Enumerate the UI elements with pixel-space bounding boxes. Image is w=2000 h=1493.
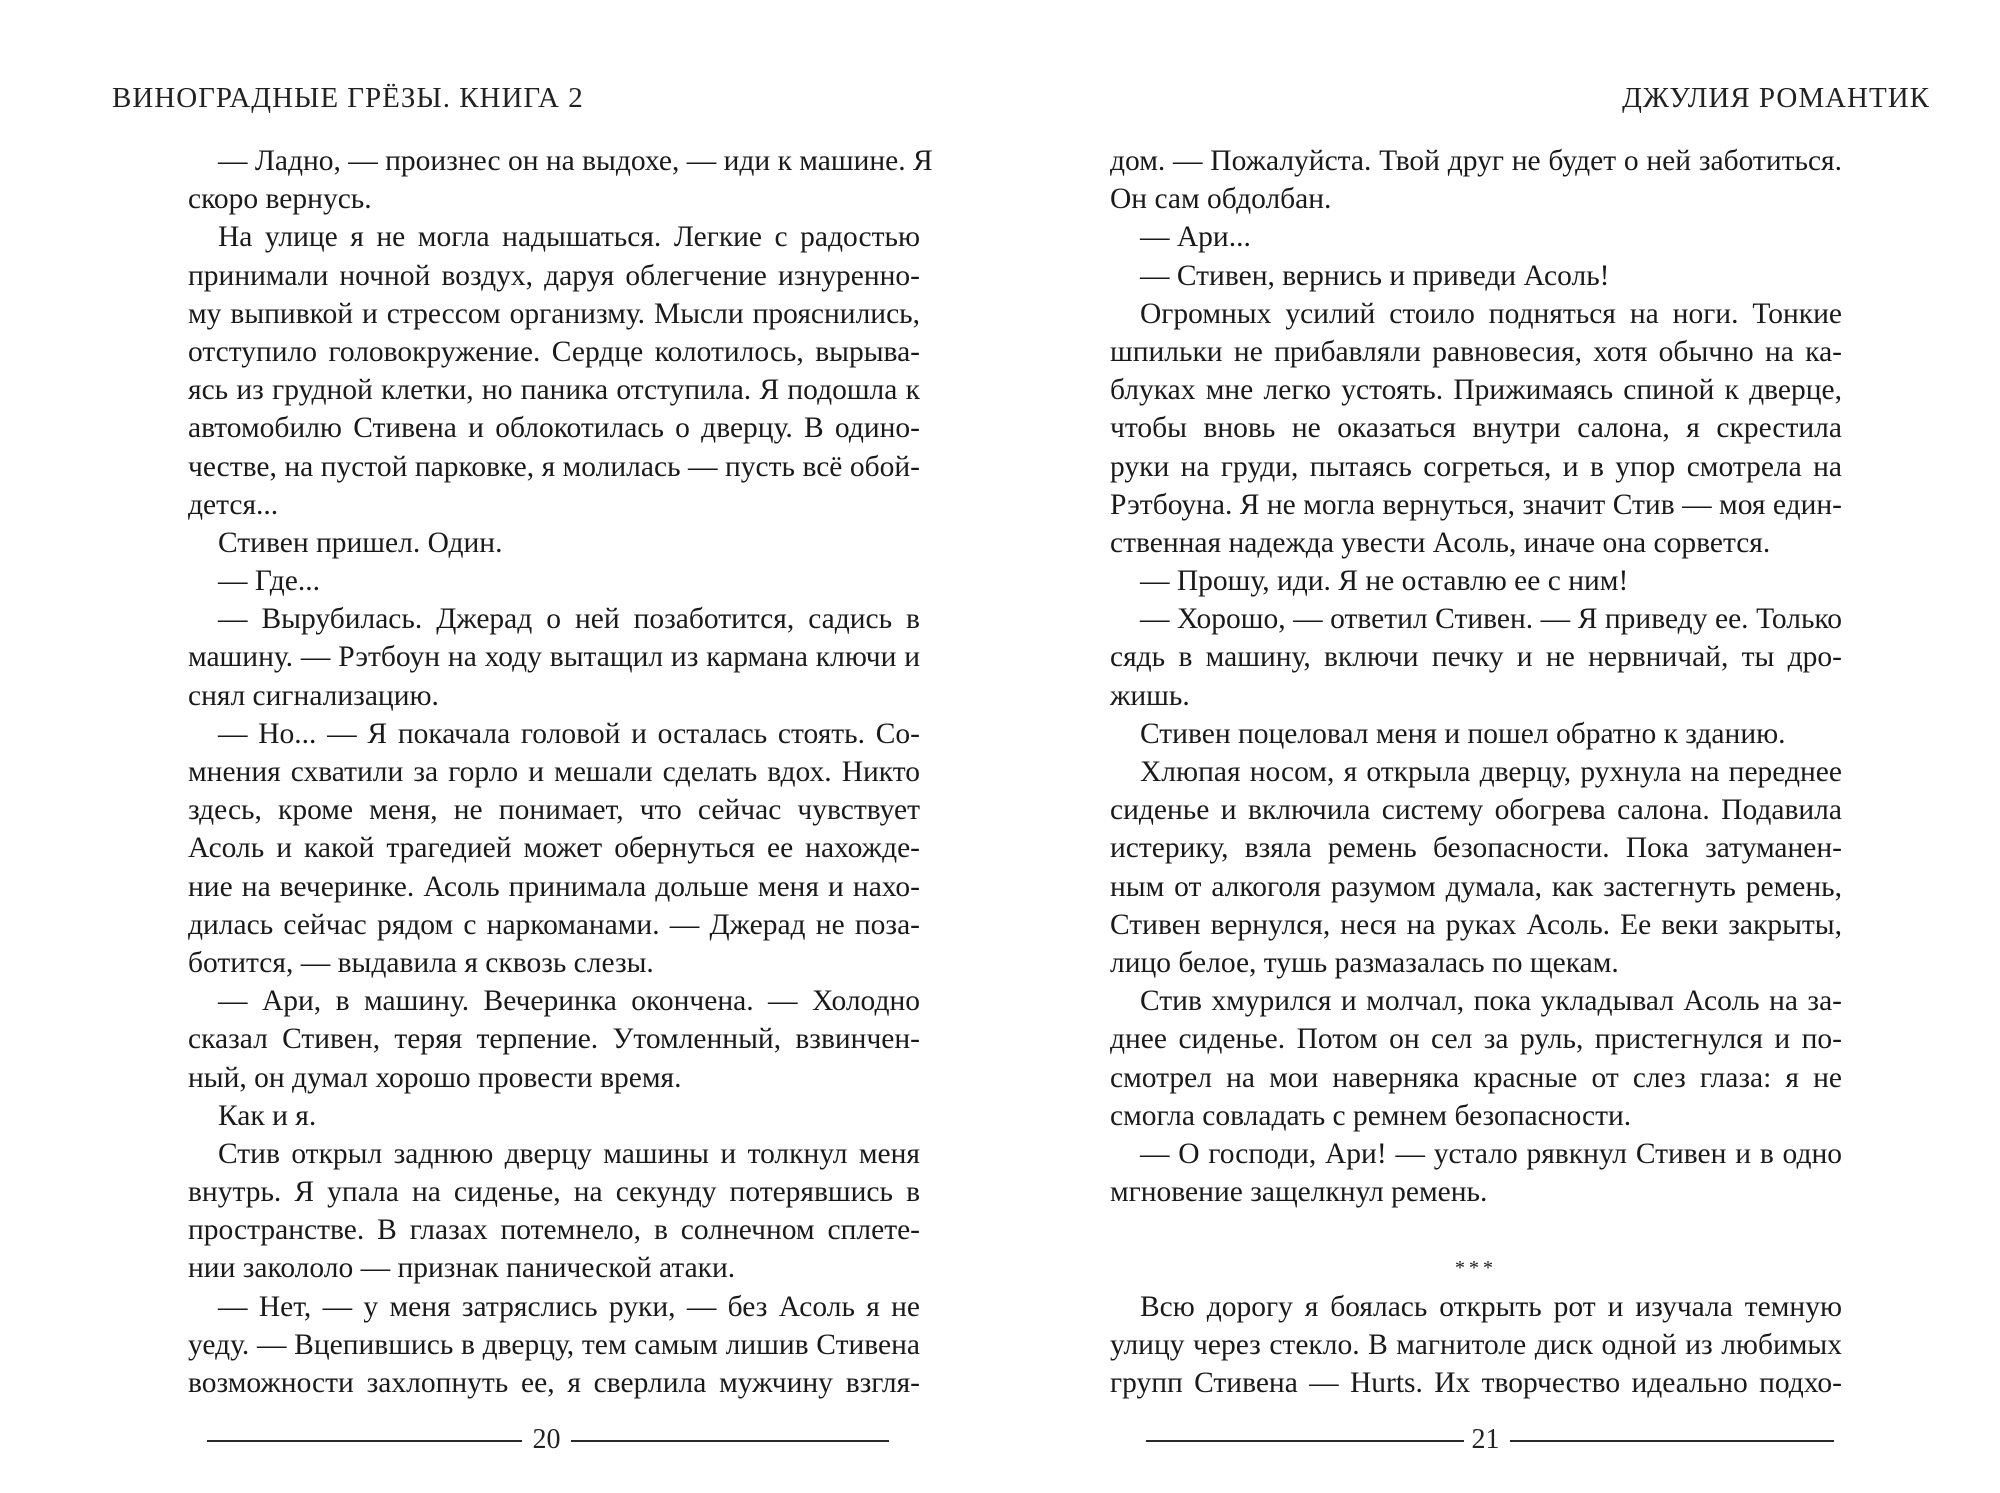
text-line: автомобилю Стивена и облокотилась о дверцу. В одино- — [188, 412, 920, 445]
text-line: Асоль и какой трагедией может обернуться ее нахожде- — [188, 832, 920, 865]
text-line: истерику, взяла ремень безопасности. Пока затуманен- — [1110, 832, 1842, 865]
text-line: мнения схватили за горло и мешали сделать вдох. Никто — [188, 756, 920, 788]
text-line: жишь. — [1110, 679, 1190, 712]
text-line: здесь, кроме меня, не понимает, что сейчас чувствует — [188, 794, 920, 827]
text-line: Стивен вернулся, неся на руках Асоль. Ее веки закрыты, — [1110, 908, 1842, 941]
text-line: пространстве. В глазах потемнело, в солнечном сплете- — [188, 1214, 920, 1247]
text-line: дом. — Пожалуйста. Твой друг не будет о ней заботиться. — [1110, 145, 1842, 177]
text-line: дилась сейчас рядом с наркоманами. — Джерад не поза- — [188, 908, 920, 941]
text-line: снял сигнализацию. — [188, 679, 439, 712]
right-page — [1000, 0, 2000, 1493]
left-page-text — [188, 142, 933, 1402]
text-line: сиденье и включила систему обогрева салона. Подавила — [1110, 794, 1842, 827]
footer-rule-right — [1510, 1440, 1834, 1442]
text-line: ботится, — выдавила я сквозь слезы. — [188, 946, 654, 979]
text-line: мгновение защелкнул ремень. — [1110, 1176, 1488, 1209]
text-line: отступило головокружение. Сердце колотилось, вырыва- — [188, 335, 920, 368]
text-line: смогла совладать с ремнем безопасности. — [1110, 1099, 1632, 1132]
text-line: На улице я не могла надышаться. Легкие с радостью — [218, 221, 920, 254]
text-line: — Где... — [218, 565, 320, 598]
text-line: ственная надежда увести Асоль, иначе она сорвется. — [1110, 526, 1771, 559]
text-line: — Ладно, — произнес он на выдохе, — иди к машине. Я — [218, 145, 933, 177]
text-line: нии закололо — признак панической атаки. — [188, 1252, 736, 1285]
footer-rule-left — [1146, 1440, 1464, 1442]
text-line: — Ари... — [1140, 221, 1251, 254]
text-line: сядь в машину, включи печку и не нервничай, ты дро- — [1110, 641, 1842, 674]
text-line: Стивен пришел. Один. — [218, 526, 503, 559]
text-line: шпильки не прибавляли равновесия, хотя обычно на ка- — [1110, 335, 1842, 368]
text-line: Стив открыл заднюю дверцу машины и толкнул меня — [218, 1137, 920, 1170]
text-line: — Стивен, вернись и приведи Асоль! — [1140, 259, 1610, 292]
page-number: 20 — [532, 1424, 561, 1455]
text-line: сказал Стивен, теряя терпение. Утомленный, взвинчен- — [188, 1023, 920, 1056]
page-number: 21 — [1471, 1424, 1500, 1455]
text-line: чтобы вновь не оказаться внутри салона, я скрестила — [1110, 412, 1842, 445]
text-line: дется... — [188, 488, 279, 521]
text-line: — Вырубилась. Джерад о ней позаботится, садись в — [218, 603, 920, 636]
scene-break-separator: *** — [1455, 1257, 1497, 1280]
text-line: Всю дорогу я боялась открыть рот и изучала темную — [1140, 1290, 1842, 1323]
text-line: скоро вернусь. — [188, 183, 372, 216]
text-line: — Ари, в машину. Вечеринка окончена. — Холодно — [218, 985, 920, 1018]
text-line: принимали ночной воздух, даруя облегчение изнуренно- — [188, 259, 920, 292]
text-line: — Но... — Я покачала головой и осталась стоять. Со- — [218, 717, 920, 750]
text-line: ясь из грудной клетки, но паника отступила. Я подошла к — [188, 374, 920, 407]
text-line: — Хорошо, — ответил Стивен. — Я приведу ее. Только — [1140, 603, 1842, 636]
text-line: — Нет, — у меня затряслись руки, — без Асоль я не — [218, 1290, 920, 1323]
text-line: — Прошу, иди. Я не оставлю ее с ним! — [1140, 565, 1629, 598]
text-line: Хлюпая носом, я открыла дверцу, рухнула на переднее — [1140, 756, 1842, 788]
text-line: смотрел на мои наверняка красные от слез глаза: я не — [1110, 1061, 1842, 1094]
text-line: ный, он думал хорошо провести время. — [188, 1061, 682, 1094]
text-line: машину. — Рэтбоун на ходу вытащил из кармана ключи и — [188, 641, 920, 674]
left-page-footer — [207, 1423, 889, 1453]
right-page-footer — [1146, 1423, 1834, 1453]
text-line: ние на вечеринке. Асоль принимала дольше меня и нахо- — [188, 870, 920, 903]
right-page-text — [1110, 142, 1842, 1402]
text-line: блуках мне легко устоять. Прижимаясь спиной к дверце, — [1110, 374, 1842, 407]
footer-rule-left — [207, 1440, 522, 1442]
footer-rule-right — [571, 1440, 889, 1442]
text-line: Как и я. — [218, 1099, 317, 1132]
text-line: Стивен поцеловал меня и пошел обратно к зданию. — [1140, 717, 1786, 750]
text-line: Стив хмурился и молчал, пока укладывал Асоль на за- — [1140, 985, 1842, 1018]
text-line: ным от алкоголя разумом думала, как застегнуть ремень, — [1110, 870, 1842, 903]
text-line: днее сиденье. Потом он сел за руль, пристегнулся и по- — [1110, 1023, 1842, 1056]
text-line: руки на груди, пытаясь согреться, и в упор смотрела на — [1110, 450, 1842, 483]
text-line: Огромных усилий стоило подняться на ноги. Тонкие — [1140, 297, 1842, 330]
text-line: групп Стивена — Hurts. Их творчество идеально подхо- — [1110, 1367, 1842, 1399]
text-line: Рэтбоуна. Я не могла вернуться, значит Стив — моя един- — [1110, 488, 1842, 521]
text-line: внутрь. Я упала на сиденье, на секунду потерявшись в — [188, 1176, 920, 1209]
running-head-book-title: ВИНОГРАДНЫЕ ГРЁЗЫ. КНИГА 2 — [112, 82, 584, 114]
text-line: лицо белое, тушь размазалась по щекам. — [1110, 946, 1619, 979]
text-line: му выпивкой и стрессом организму. Мысли прояснились, — [188, 297, 920, 330]
text-line: Он сам обдолбан. — [1110, 183, 1332, 216]
running-head-author: ДЖУЛИЯ РОМАНТИК — [1622, 82, 1930, 114]
text-line: — О господи, Ари! — устало рявкнул Стивен и в одно — [1140, 1137, 1842, 1170]
text-line: возможности захлопнуть ее, я сверлила мужчину взгля- — [188, 1367, 920, 1399]
text-line: уеду. — Вцепившись в дверцу, тем самым лишив Стивена — [188, 1328, 920, 1361]
text-line: честве, на пустой парковке, я молилась — пусть всё обой- — [188, 450, 920, 483]
text-line: улицу через стекло. В магнитоле диск одной из любимых — [1110, 1328, 1842, 1361]
blank-line — [1110, 1211, 1842, 1249]
